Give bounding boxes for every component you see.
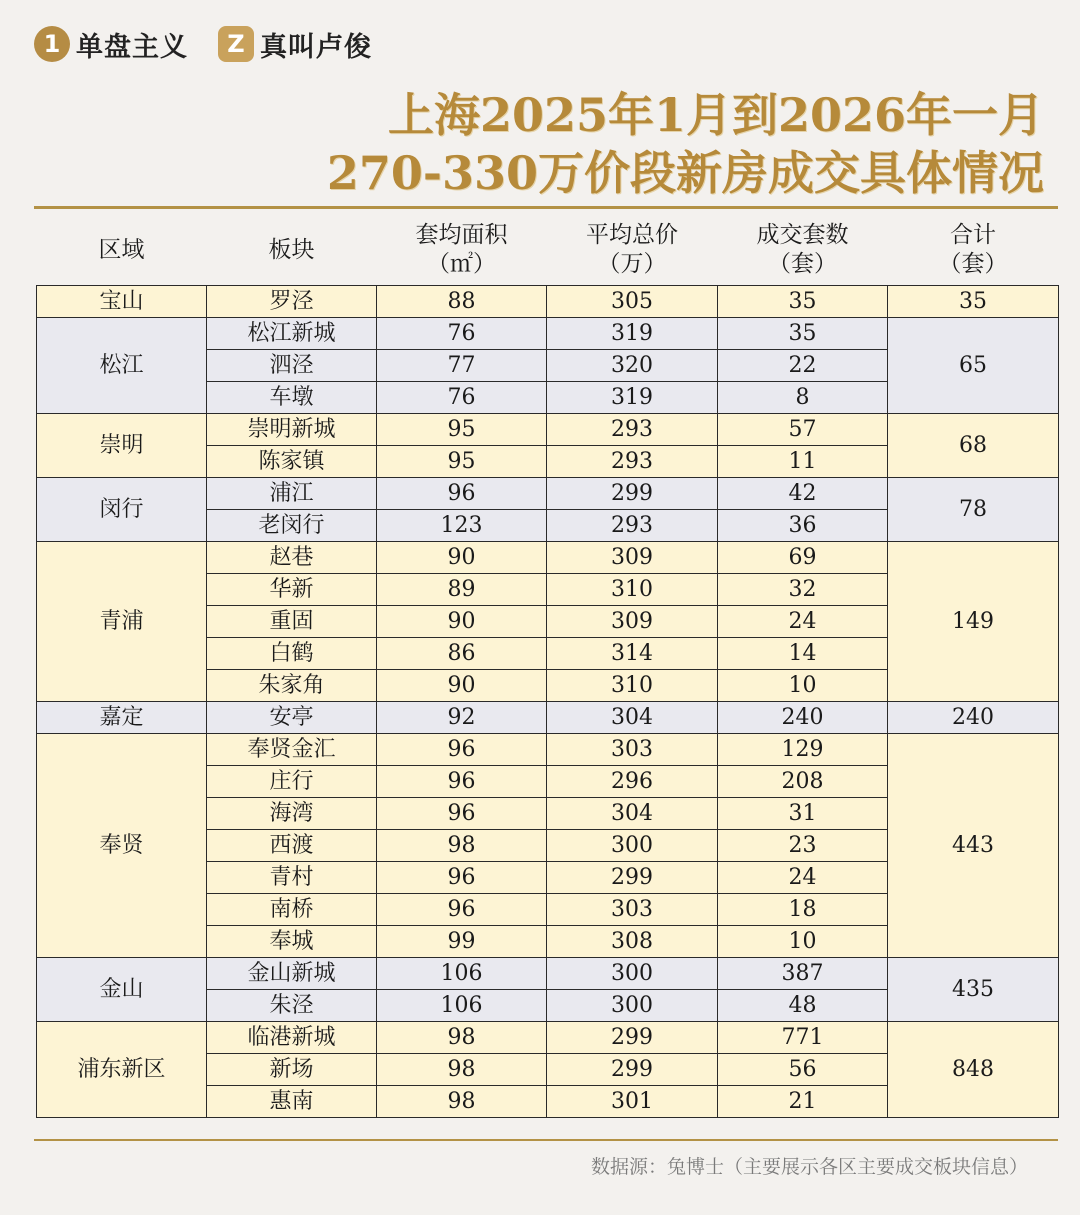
cell-block: 奉贤金汇 [207, 734, 377, 766]
cell-block: 惠南 [207, 1086, 377, 1118]
cell-price: 300 [547, 958, 718, 990]
brand-text-1: 单盘主义 [76, 31, 188, 63]
table-row [37, 542, 1059, 574]
cell-block: 新场 [207, 1054, 377, 1086]
cell-price: 293 [547, 510, 718, 542]
cell-block: 金山新城 [207, 958, 377, 990]
cell-total: 848 [888, 1022, 1059, 1118]
cell-count: 129 [718, 734, 888, 766]
brand-item-1 [34, 25, 188, 64]
cell-price: 299 [547, 862, 718, 894]
cell-block: 朱泾 [207, 990, 377, 1022]
header-count: 成交套数 （套） [756, 222, 849, 277]
cell-price: 293 [547, 414, 718, 446]
table-header-row [37, 215, 1059, 286]
cell-count: 10 [718, 926, 888, 958]
cell-area: 86 [377, 638, 547, 670]
cell-block: 海湾 [207, 798, 377, 830]
cell-count: 69 [718, 542, 888, 574]
cell-block: 老闵行 [207, 510, 377, 542]
cell-price: 309 [547, 542, 718, 574]
cell-block: 西渡 [207, 830, 377, 862]
cell-area: 90 [377, 542, 547, 574]
cell-area: 98 [377, 1054, 547, 1086]
cell-area: 123 [377, 510, 547, 542]
cell-count: 240 [718, 702, 888, 734]
cell-district: 金山 [37, 958, 207, 1022]
cell-price: 320 [547, 350, 718, 382]
table-body [37, 286, 1059, 1118]
cell-price: 319 [547, 318, 718, 350]
cell-block: 崇明新城 [207, 414, 377, 446]
cell-area: 96 [377, 734, 547, 766]
header-district: 区域 [98, 236, 145, 263]
cell-price: 303 [547, 894, 718, 926]
bottom-divider [34, 1139, 1058, 1141]
table-row [37, 958, 1059, 990]
cell-area: 106 [377, 958, 547, 990]
cell-district: 松江 [37, 318, 207, 414]
cell-total: 443 [888, 734, 1059, 958]
cell-total: 435 [888, 958, 1059, 1022]
cell-area: 92 [377, 702, 547, 734]
data-source-note: 数据源：兔博士（主要展示各区主要成交板块信息） [590, 1156, 1028, 1178]
cell-price: 301 [547, 1086, 718, 1118]
cell-price: 296 [547, 766, 718, 798]
cell-district: 嘉定 [37, 702, 207, 734]
cell-price: 299 [547, 1054, 718, 1086]
cell-block: 奉城 [207, 926, 377, 958]
cell-block: 松江新城 [207, 318, 377, 350]
cell-count: 42 [718, 478, 888, 510]
cell-count: 24 [718, 862, 888, 894]
cell-area: 89 [377, 574, 547, 606]
table-row [37, 286, 1059, 318]
cell-count: 21 [718, 1086, 888, 1118]
cell-count: 18 [718, 894, 888, 926]
cell-block: 车墩 [207, 382, 377, 414]
cell-district: 宝山 [37, 286, 207, 318]
page-title [327, 86, 1044, 202]
cell-price: 299 [547, 1022, 718, 1054]
cell-count: 35 [718, 286, 888, 318]
header-price: 平均总价 （万） [586, 222, 678, 277]
cell-block: 南桥 [207, 894, 377, 926]
brand-item-2 [218, 25, 372, 64]
cell-district: 奉贤 [37, 734, 207, 958]
header-block: 板块 [268, 236, 315, 263]
cell-area: 98 [377, 830, 547, 862]
brand-badge-2-icon: Z [218, 26, 254, 62]
cell-area: 98 [377, 1086, 547, 1118]
cell-total: 78 [888, 478, 1059, 542]
table-row [37, 734, 1059, 766]
cell-price: 300 [547, 830, 718, 862]
cell-count: 771 [718, 1022, 888, 1054]
cell-area: 95 [377, 414, 547, 446]
cell-block: 泗泾 [207, 350, 377, 382]
cell-block: 庄行 [207, 766, 377, 798]
cell-block: 华新 [207, 574, 377, 606]
brand-badge-1-icon: 1 [34, 26, 70, 62]
cell-area: 99 [377, 926, 547, 958]
cell-block: 临港新城 [207, 1022, 377, 1054]
table-row [37, 1022, 1059, 1054]
table-row [37, 318, 1059, 350]
cell-price: 299 [547, 478, 718, 510]
cell-district: 闵行 [37, 478, 207, 542]
cell-price: 293 [547, 446, 718, 478]
cell-block: 陈家镇 [207, 446, 377, 478]
cell-price: 303 [547, 734, 718, 766]
cell-count: 35 [718, 318, 888, 350]
cell-area: 76 [377, 318, 547, 350]
cell-count: 56 [718, 1054, 888, 1086]
table-row [37, 414, 1059, 446]
cell-block: 罗泾 [207, 286, 377, 318]
cell-count: 23 [718, 830, 888, 862]
cell-count: 10 [718, 670, 888, 702]
cell-count: 48 [718, 990, 888, 1022]
header-area: 套均面积 （㎡） [415, 222, 508, 277]
cell-district: 浦东新区 [37, 1022, 207, 1118]
cell-total: 149 [888, 542, 1059, 702]
cell-count: 11 [718, 446, 888, 478]
cell-block: 安亭 [207, 702, 377, 734]
cell-area: 90 [377, 670, 547, 702]
deals-table [36, 215, 1059, 1118]
cell-count: 31 [718, 798, 888, 830]
cell-area: 90 [377, 606, 547, 638]
cell-count: 57 [718, 414, 888, 446]
cell-total: 240 [888, 702, 1059, 734]
cell-count: 8 [718, 382, 888, 414]
brand-text-2: 真叫卢俊 [260, 31, 372, 63]
cell-price: 300 [547, 990, 718, 1022]
cell-price: 309 [547, 606, 718, 638]
cell-block: 赵巷 [207, 542, 377, 574]
cell-block: 浦江 [207, 478, 377, 510]
cell-price: 304 [547, 702, 718, 734]
cell-count: 36 [718, 510, 888, 542]
cell-count: 387 [718, 958, 888, 990]
cell-block: 重固 [207, 606, 377, 638]
title-line-1: 上海2025年1月到2026年一月 [387, 88, 1044, 142]
title-line-2: 270-330万价段新房成交具体情况 [326, 146, 1044, 200]
cell-count: 208 [718, 766, 888, 798]
cell-price: 305 [547, 286, 718, 318]
cell-price: 319 [547, 382, 718, 414]
cell-count: 22 [718, 350, 888, 382]
cell-price: 310 [547, 670, 718, 702]
cell-area: 106 [377, 990, 547, 1022]
cell-district: 青浦 [37, 542, 207, 702]
cell-total: 68 [888, 414, 1059, 478]
cell-price: 314 [547, 638, 718, 670]
cell-count: 14 [718, 638, 888, 670]
cell-district: 崇明 [37, 414, 207, 478]
header-total: 合计 （套） [938, 222, 1008, 277]
cell-area: 96 [377, 894, 547, 926]
cell-total: 65 [888, 318, 1059, 414]
cell-area: 77 [377, 350, 547, 382]
brand-bar [34, 24, 402, 64]
cell-area: 88 [377, 286, 547, 318]
top-divider [34, 206, 1058, 209]
cell-area: 96 [377, 478, 547, 510]
cell-area: 96 [377, 798, 547, 830]
cell-area: 96 [377, 862, 547, 894]
cell-area: 98 [377, 1022, 547, 1054]
cell-count: 24 [718, 606, 888, 638]
cell-area: 95 [377, 446, 547, 478]
cell-block: 朱家角 [207, 670, 377, 702]
cell-block: 青村 [207, 862, 377, 894]
cell-total: 35 [888, 286, 1059, 318]
cell-count: 32 [718, 574, 888, 606]
cell-price: 310 [547, 574, 718, 606]
cell-block: 白鹤 [207, 638, 377, 670]
cell-area: 76 [377, 382, 547, 414]
table-row [37, 702, 1059, 734]
cell-price: 308 [547, 926, 718, 958]
cell-area: 96 [377, 766, 547, 798]
cell-price: 304 [547, 798, 718, 830]
table-row [37, 478, 1059, 510]
